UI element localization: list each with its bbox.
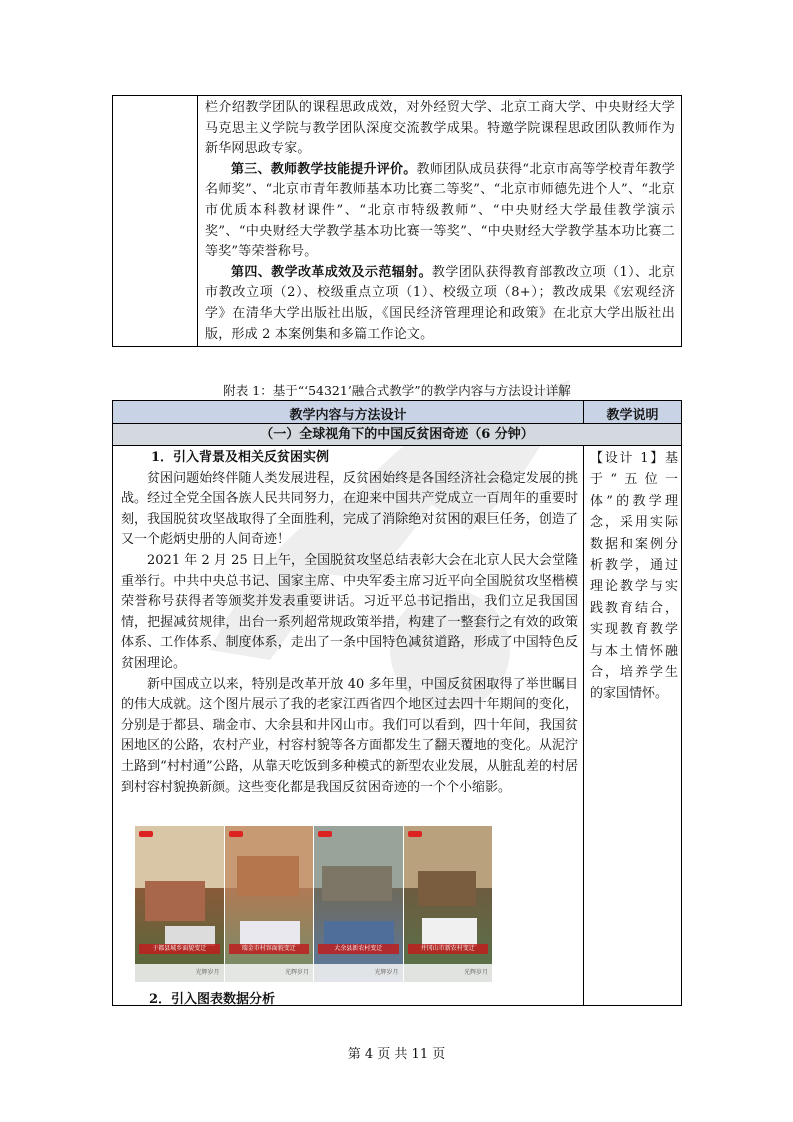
paragraph-poverty: 贫困问题始终伴随人类发展进程，反贫困始终是各国经济社会稳定发展的挑战。经过全党全国各族人民共同努力，在迎来中国共产党成立一百周年的重要时刻，我国脱贫攻坚战取得了全面胜利，完成了消除绝对贫困的艰巨任务，创造了又一个彪炳史册的人间奇迹！ [121, 470, 578, 548]
heading-teaching-skill: 第三、教师教学技能提升评价。 [231, 161, 417, 177]
photo-strip [135, 826, 493, 982]
table-header [113, 401, 681, 424]
subheading-chart-analysis: 2．引入图表数据分析 [149, 992, 276, 1007]
design-table [112, 400, 682, 1006]
photo-footer: 光辉岁月 [225, 964, 314, 982]
paragraph-achievements: 新中国成立以来，特别是改革开放 40 多年里，中国反贫困取得了举世瞩目的伟大成就。这个图片展示了我的老家江西省四个地区过去四十年期间的变化，分别是于都县、瑞金市、大余县和井冈山市。我们可以看到，四十年间，我国贫困地区的公路，农村产业，村容村貌等各方面都发生了翻天覆地的变化。从泥泞土路到“村村通”公路，从靠天吃饭到多种模式的新型农业发展，从脏乱差的村居到村容村貌换新颜。这些变化都是我国反贫困奇迹的一个个小缩影。 [121, 676, 578, 795]
photo-caption: 瑞金市村容面貌变迁 [229, 944, 310, 954]
design-note-cell: 【设计 1】基于“五位一体”的教学理念，采用实际数据和案例分析教学，通过理论教学与实践教育结合，实现教育教学与本土情怀融合，培养学生的家国情怀。 [590, 451, 678, 702]
paragraph-conference: 2021 年 2 月 25 日上午，全国脱贫攻坚总结表彰大会在北京人民大会堂隆重举行。中共中央总书记、国家主席、中央军委主席习近平向全国脱贫攻坚楷模荣誉称号获得者等颁奖并发表重要讲话。习近平总书记指出，我们立足我国国情，把握减贫规律，出台一系列超常规政策举措，构建了一整套行之有效的政策体系、工作体系、制度体系，走出了一条中国特色减贫道路，形成了中国特色反贫困理论。 [121, 552, 578, 671]
photo-footer: 光辉岁月 [135, 964, 224, 982]
content-cell [121, 448, 578, 798]
header-teaching-notes: 教学说明 [606, 408, 659, 423]
heading-reform: 第四、教学改革成效及示范辐射。 [231, 264, 432, 280]
header-content-design: 教学内容与方法设计 [289, 408, 407, 423]
photo-jinggangshan [404, 826, 494, 982]
header-divider [583, 401, 584, 424]
continuation-left-cell [113, 96, 198, 346]
photo-caption: 大余县新农村变迁 [318, 944, 399, 954]
page-footer: 第 4 页 共 11 页 [347, 1047, 446, 1062]
photo-dayu [314, 826, 404, 982]
column-divider [583, 446, 584, 1005]
table-caption: 附表 1：基于“‘54321’融合式教学”的教学内容与方法设计详解 [223, 383, 571, 398]
photo-caption: 于都县城乡面貌变迁 [139, 944, 220, 954]
paragraph-reform: 第四、教学改革成效及示范辐射。教学团队获得教育部教改立项（1）、北京市教改立项（2）、校级重点立项（1）、校级立项（8+）；教改成果《宏观经济学》在清华大学出版社出版，《国民经济管理理论和政策》在北京大学出版社出版，形成 2 本案例集和多篇工作论文。 [205, 264, 675, 342]
continuation-content [205, 98, 675, 345]
paragraph-intro: 栏介绍教学团队的课程思政成效，对外经贸大学、北京工商大学、中央财经大学马克思主义学院与教学团队深度交流教学成果。特邀学院课程思政团队教师作为新华网思政专家。 [205, 100, 675, 157]
photo-ruijin [225, 826, 315, 982]
photo-footer: 光辉岁月 [314, 964, 403, 982]
photo-caption: 井冈山市新农村变迁 [408, 944, 489, 954]
subheading-background: 1．引入背景及相关反贫困实例 [151, 450, 330, 465]
photo-yudu [135, 826, 225, 982]
section-title-row: （一）全球视角下的中国反贫困奇迹（6 分钟） [113, 424, 681, 446]
paragraph-teaching-skill: 第三、教师教学技能提升评价。教师团队成员获得“北京市高等学校青年教学名师奖”、“北京市青年教师基本功比赛二等奖”、“北京市师德先进个人”、“北京市优质本科教材课件”、“北京市特级教师”、“中央财经大学最佳教学演示奖”、“中央财经大学教学基本功比赛一等奖”、“中央财经大学教学基本功比赛二等奖”等荣誉称号。 [205, 161, 675, 260]
photo-footer: 光辉岁月 [404, 964, 493, 982]
continuation-table [112, 95, 682, 347]
